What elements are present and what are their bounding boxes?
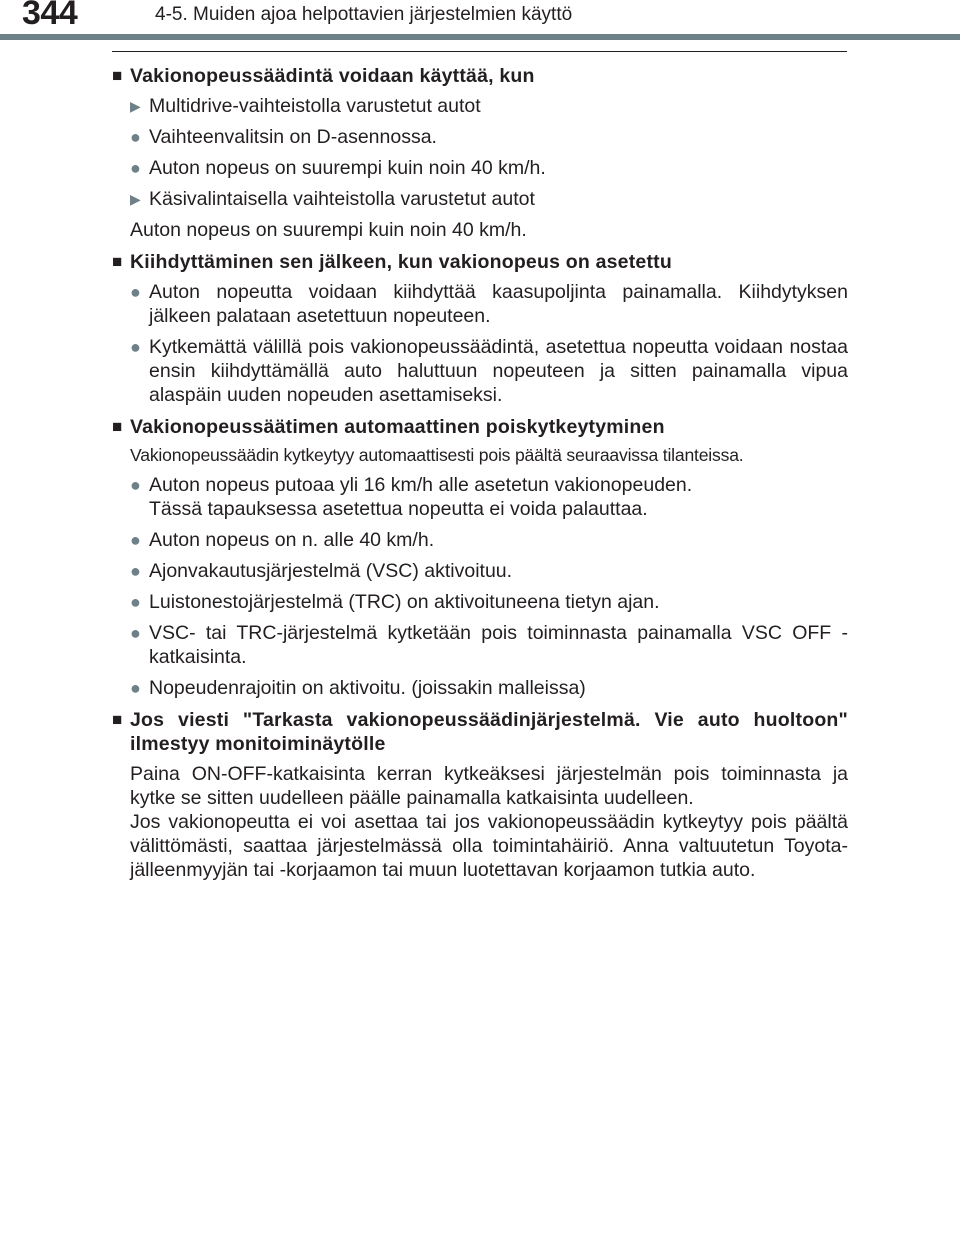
bullet-icon: ●	[130, 678, 141, 698]
paragraph	[130, 762, 848, 882]
bullet-icon: ●	[130, 127, 141, 147]
paragraph: Auton nopeus on suurempi kuin noin 40 km/h.	[130, 219, 527, 241]
square-icon: ■	[112, 710, 123, 729]
section-title: Vakionopeussäädintä voidaan käyttää, kun	[130, 65, 535, 87]
list-item	[130, 280, 848, 328]
arrow-icon: ▶	[130, 191, 141, 207]
section-title: Jos viesti "Tarkasta vakionopeussäädinjärjestelmä. Vie auto huoltoon" ilmestyy monitoiminäytölle	[130, 709, 848, 755]
list-item	[130, 473, 848, 521]
bullet-icon: ●	[130, 337, 141, 357]
arrow-icon: ▶	[130, 98, 141, 114]
page-content	[112, 60, 848, 882]
list-item	[130, 621, 848, 669]
bullet-icon: ●	[130, 530, 141, 550]
list-item	[130, 676, 848, 700]
list-item	[130, 528, 848, 552]
list-item-text: Auton nopeus on suurempi kuin noin 40 km/h.	[149, 157, 546, 179]
bullet-icon: ●	[130, 282, 141, 302]
section-heading	[112, 64, 848, 88]
section-divider	[112, 51, 847, 52]
header-band	[0, 34, 960, 40]
list-item	[130, 559, 848, 583]
list-item-text: Nopeudenrajoitin on aktivoitu. (joissakin malleissa)	[149, 677, 586, 699]
list-item-text: VSC- tai TRC-järjestelmä kytketään pois toiminnasta painamalla VSC OFF -katkaisinta.	[149, 622, 848, 668]
chapter-title: 4-5. Muiden ajoa helpottavien järjestelmien käyttö	[155, 4, 573, 25]
bullet-icon: ●	[130, 592, 141, 612]
list-item-text: Ajonvakautusjärjestelmä (VSC) aktivoituu.	[149, 560, 513, 582]
list-item	[130, 590, 848, 614]
list-item-text: Kytkemättä välillä pois vakionopeussäädintä, asetettua nopeutta voidaan nostaa ensin kiihdyttämällä auto haluttuun nopeuteen ja sitten painamalla vipua alaspäin uuden nopeuden asettamiseksi.	[149, 336, 848, 406]
list-item-text: Auton nopeus on n. alle 40 km/h.	[149, 529, 435, 551]
square-icon: ■	[112, 66, 123, 85]
subheading-text: Multidrive-vaihteistolla varustetut autot	[149, 95, 481, 117]
list-item-text: Luistonestojärjestelmä (TRC) on aktivoituneena tietyn ajan.	[149, 591, 660, 613]
subheading-item	[130, 187, 848, 211]
subheading-item	[130, 94, 848, 118]
list-item	[130, 125, 848, 149]
section-title: Vakionopeussäätimen automaattinen poiskytkeytyminen	[130, 416, 665, 438]
paragraph: Vakionopeussäädin kytkeytyy automaattisesti pois päältä seuraavissa tilanteissa.	[130, 445, 744, 465]
bullet-icon: ●	[130, 623, 141, 643]
page-header	[0, 0, 960, 40]
list-item	[130, 335, 848, 407]
page-number: 344	[22, 0, 78, 32]
section-title: Kiihdyttäminen sen jälkeen, kun vakionopeus on asetettu	[130, 251, 672, 273]
list-item-text: Vaihteenvalitsin on D-asennossa.	[149, 126, 437, 148]
bullet-icon: ●	[130, 158, 141, 178]
section-heading	[112, 250, 848, 274]
section-heading	[112, 708, 848, 756]
paragraph-text: Paina ON-OFF-katkaisinta kerran kytkeäksesi järjestelmän pois toiminnasta ja kytke se sitten uudelleen päälle painamalla katkaisinta uudelleen.	[130, 763, 848, 809]
list-item-text	[149, 473, 848, 521]
subheading-text: Käsivalintaisella vaihteistolla varustetut autot	[149, 188, 535, 210]
list-item-line: Auton nopeus putoaa yli 16 km/h alle asetetun vakionopeuden.	[149, 474, 693, 496]
list-item	[130, 156, 848, 180]
section-heading	[112, 415, 848, 439]
list-item-line: Tässä tapauksessa asetettua nopeutta ei voida palauttaa.	[149, 498, 648, 520]
paragraph-text: Jos vakionopeutta ei voi asettaa tai jos vakionopeussäädin kytkeytyy pois päältä välittömästi, saattaa järjestelmässä olla toimintahäiriö. Anna valtuutetun Toyota-jälleenmyyjän tai -korjaamon tai muun luotettavan korjaamon tutkia auto.	[130, 811, 848, 881]
square-icon: ■	[112, 417, 123, 436]
square-icon: ■	[112, 252, 123, 271]
list-item-text: Auton nopeutta voidaan kiihdyttää kaasupoljinta painamalla. Kiihdytyksen jälkeen palataan asetettuun nopeuteen.	[149, 281, 848, 327]
bullet-icon: ●	[130, 561, 141, 581]
bullet-icon: ●	[130, 475, 141, 495]
